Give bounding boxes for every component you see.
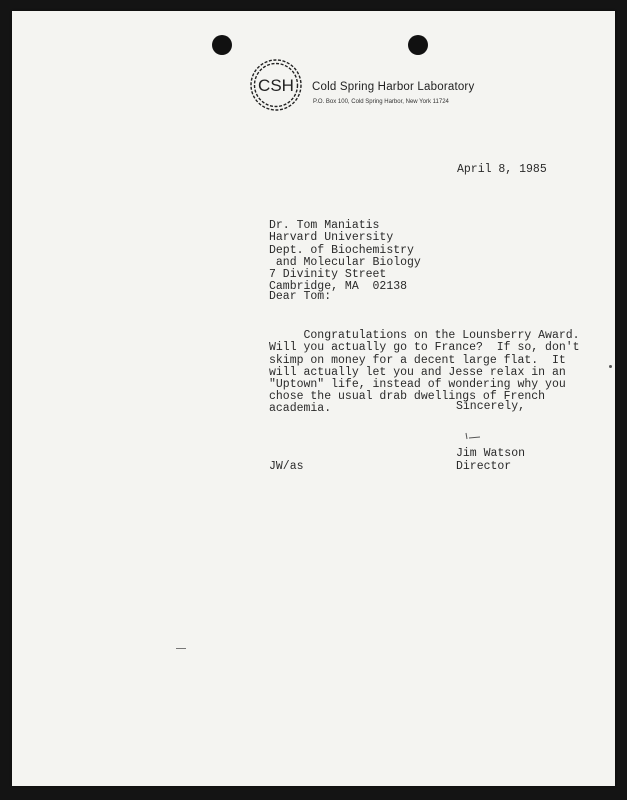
body-line: Will you actually go to France? If so, don't [269,341,580,355]
letter-body [269,318,580,416]
body-line: "Uptown" life, instead of wondering why you [269,378,566,392]
punch-hole-left [212,35,232,55]
recipient-line: Dept. of Biochemistry [269,243,414,257]
organization-name: Cold Spring Harbor Laboratory [312,81,475,93]
body-line: Congratulations on the Lounsberry Award. [269,329,580,343]
letter-date: April 8, 1985 [457,163,547,176]
paper-mark [176,648,186,649]
organization-address: P.O. Box 100, Cold Spring Harbor, New York 11724 [313,99,449,105]
paper-mark [609,365,612,368]
punch-hole-right [408,35,428,55]
recipient-line: Harvard University [269,231,394,245]
body-line: will actually let you and Jesse relax in an [269,365,566,379]
typist-initials: JW/as [269,460,304,473]
handwritten-signature [464,431,482,441]
letter-page [12,11,615,786]
body-line: chose the usual drab dwellings of French [269,390,546,404]
body-line: skimp on money for a decent large flat. It [269,353,566,367]
recipient-line: Dr. Tom Maniatis [269,219,380,233]
recipient-line: Cambridge, MA 02138 [269,280,408,294]
logo-text: CSH [258,76,294,95]
recipient-line: 7 Divinity Street [269,268,387,282]
recipient-line: and Molecular Biology [269,255,421,269]
csh-logo-icon [248,57,304,113]
closing: Sincerely, [456,400,526,413]
signer-title: Director [456,460,512,473]
body-line: academia. [269,402,332,416]
recipient-address [269,208,421,293]
salutation: Dear Tom: [269,290,332,303]
signer-name: Jim Watson [456,447,526,460]
